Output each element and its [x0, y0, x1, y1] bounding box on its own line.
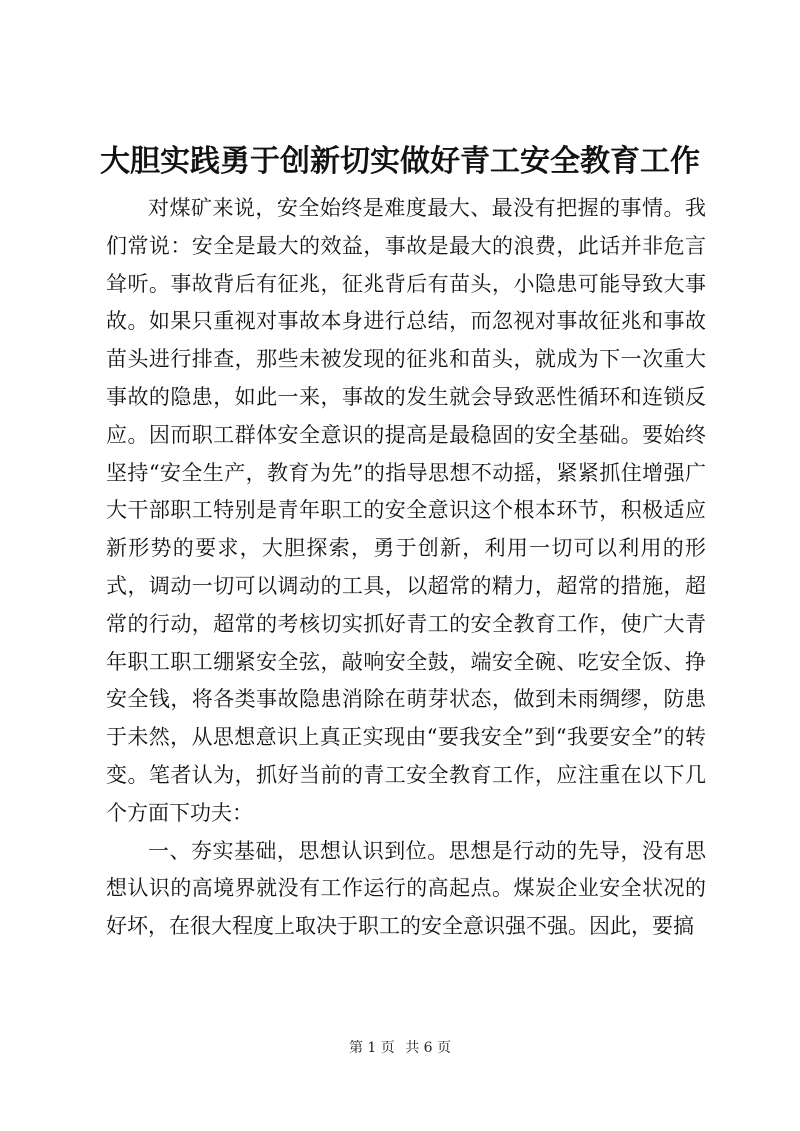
body-paragraph-1: 对煤矿来说，安全始终是难度最大、最没有把握的事情。我们常说：安全是最大的效益，事故是最大的浪费，此话并非危言耸听。事故背后有征兆，征兆背后有苗头，小隐患可能导致大事故。如果只重视对事故本身进行总结，而忽视对事故征兆和事故苗头进行排查，那些未被发现的征兆和苗头，就成为下一次重大事故的隐患，如此一来，事故的发生就会导致恶性循环和连锁反应。因而职工群体安全意识的提高是最稳固的安全基础。要始终坚持“安全生产，教育为先”的指导思想不动摇，紧紧抓住增强广大干部职工特别是青年职工的安全意识这个根本环节，积极适应新形势的要求，大胆探索，勇于创新，利用一切可以利用的形式，调动一切可以调动的工具，以超常的精力，超常的措施，超常的行动，超常的考核切实抓好青工的安全教育工作，使广大青年职工职工绷紧安全弦，敲响安全鼓，端安全碗、吃安全饭、挣安全钱，将各类事故隐患消除在萌芽状态，做到未雨绸缪，防患于未然，从思想意识上真正实现由“要我安全”到“我要安全”的转变。笔者认为，抓好当前的青工安全教育工作，应注重在以下几个方面下功夫：: [106, 196, 706, 825]
document-title: 大胆实践勇于创新切实做好青工安全教育工作: [100, 144, 700, 179]
page-total: 共 6 页: [405, 1040, 452, 1056]
page-footer: [0, 1038, 800, 1058]
page-number: 第 1 页: [348, 1040, 395, 1056]
document-body: [106, 190, 706, 946]
body-paragraph-2: 一、夯实基础，思想认识到位。思想是行动的先导，没有思想认识的高境界就没有工作运行的高起点。煤炭企业安全状况的好坏，在很大程度上取决于职工的安全意识强不强。因此，要搞: [106, 838, 706, 939]
